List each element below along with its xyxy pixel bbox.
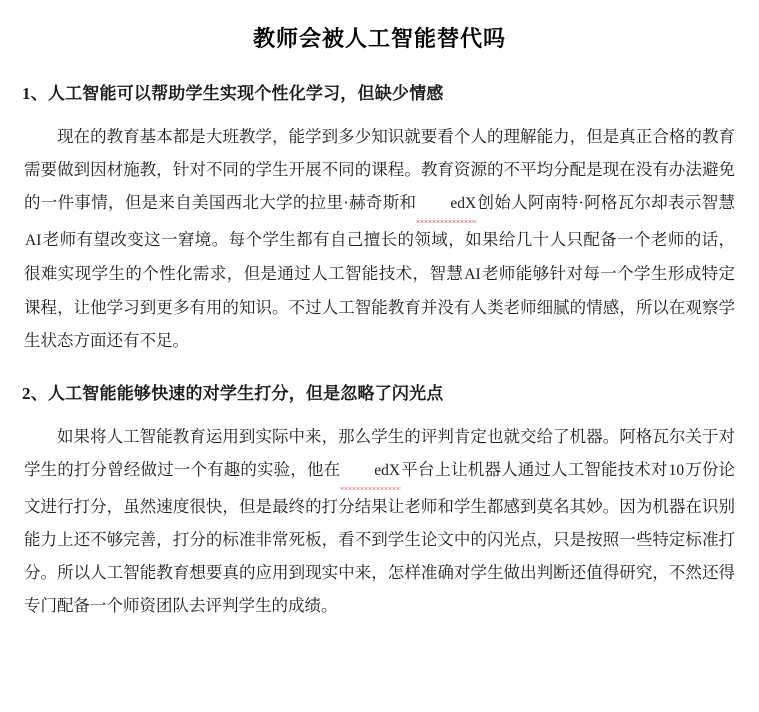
paragraph-1-text-b: 创始人阿南特·阿格瓦尔却表示智慧 (477, 193, 736, 213)
number-term-10: 10 (668, 461, 685, 479)
latin-term-ai-1: AI (25, 232, 42, 250)
spellcheck-term-edx-2: edX (340, 454, 401, 490)
paragraph-2-text-a: 如果将人工智能教育运用到实际中来，那么学生的评判肯定也就交给了机器。阿格瓦尔关于对学生的打分曾经做过一个有趣的实验，他在 (24, 426, 735, 479)
section-heading-1: 1、人工智能可以帮助学生实现个性化学习，但缺少情感 (22, 83, 444, 103)
section-1 (18, 81, 741, 107)
paragraph-1 (18, 120, 741, 357)
latin-term-ai-2: AI (464, 266, 481, 284)
paragraph-1-text-c: 老师有望改变这一窘境。每个学生都有自己擅长的领域，如果给几十人只配备一个老师的话，很难实现学生的个性化需求，但是通过人工智能技术，智慧 (24, 230, 735, 284)
paragraph-1-text-a: 现在的教育基本都是大班教学，能学到多少知识就要看个人的理解能力，但是真正合格的教育需要做到因材施教，针对不同的学生开展不同的课程。教育资源的不平均分配是现在没有办法避免的一件事情，但是来自美国西北大学的拉里·赫奇斯和 (24, 127, 735, 213)
page-title: 教师会被人工智能替代吗 (252, 26, 506, 51)
paragraph-2 (18, 420, 741, 622)
paragraph-2-text-b: 平台上让机器人通过人工智能技术对 (401, 459, 668, 479)
section-heading-2: 2、人工智能能够快速的对学生打分，但是忽略了闪光点 (22, 384, 444, 404)
spellcheck-term-edx-1: edX (416, 187, 477, 223)
section-2-body (18, 420, 741, 622)
paragraph-2-text-c: 万份论文进行打分，虽然速度很快，但是最终的打分结果让老师和学生都感到莫名其妙。因为机器在识别能力上还不够完善，打分的标准非常死板，看不到学生论文中的闪光点，只是按照一些特定标准打分。所以人工智能教育想要真的应用到现实中来，怎样准确对学生做出判断还值得研究，不然还得专门配备一个师资团队去评判学生的成绩。 (24, 459, 736, 615)
section-1-body (18, 120, 741, 357)
section-2 (18, 381, 741, 407)
paragraph-1-text-d: 老师能够针对每一个学生形成特定课程，让他学习到更多有用的知识。不过人工智能教育并没有人类老师细腻的情感，所以在观察学生状态方面还有不足。 (24, 264, 736, 351)
